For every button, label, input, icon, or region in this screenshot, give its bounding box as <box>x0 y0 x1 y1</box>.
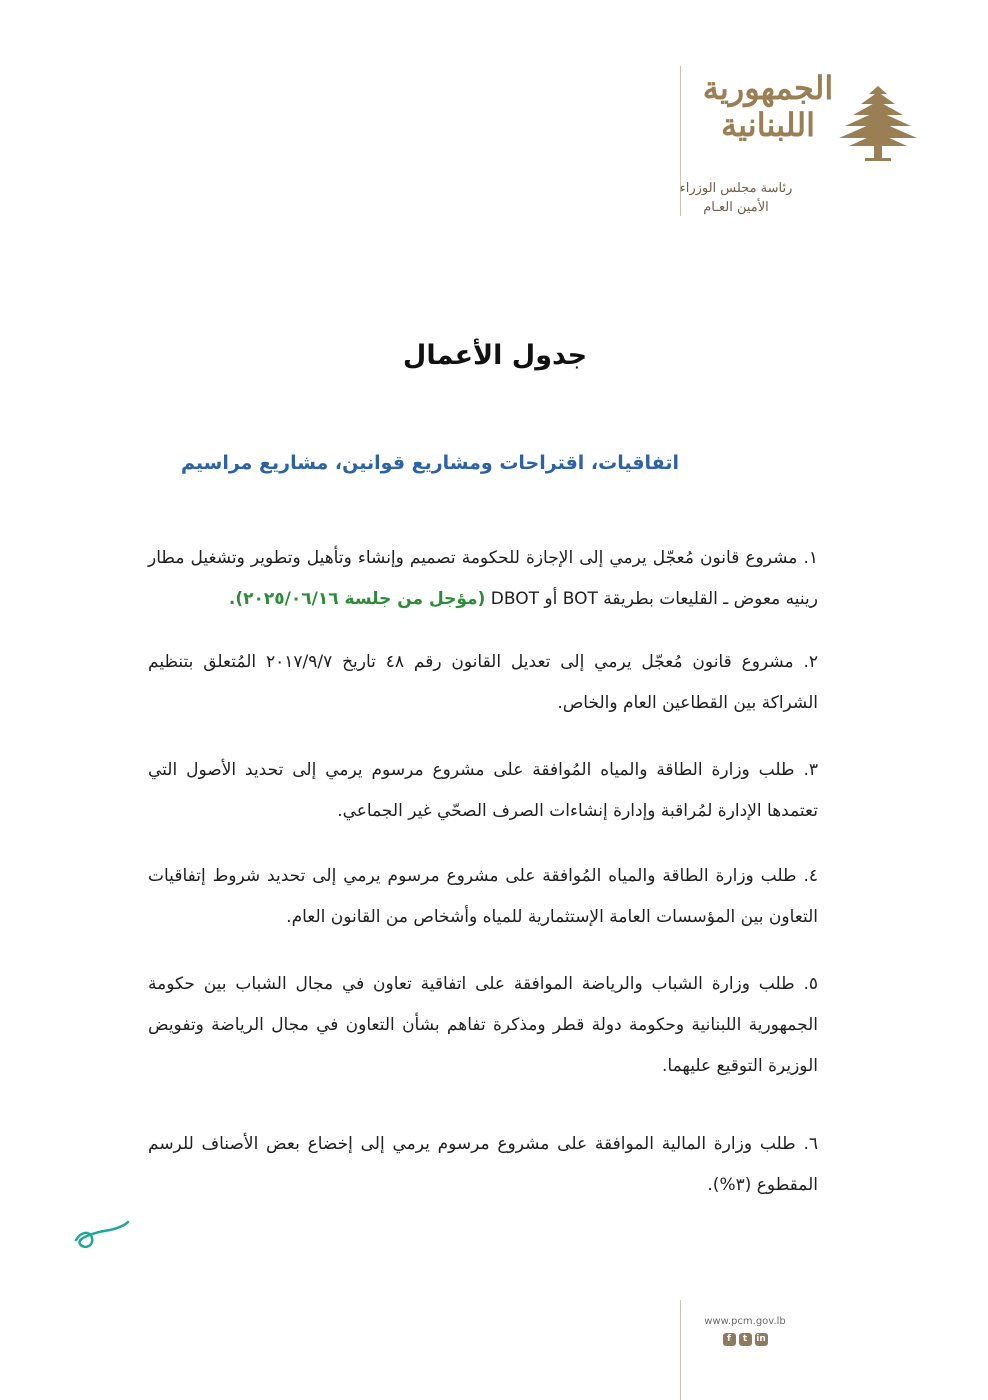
agenda-item-1 <box>148 538 818 620</box>
item-number: ٣. <box>803 760 818 780</box>
agenda-item-2 <box>148 642 818 724</box>
item-number: ١. <box>803 548 818 568</box>
office-line-1: رئاسة مجلس الوزراء <box>679 181 793 196</box>
item-text: طلب وزارة الشباب والرياضة الموافقة على اتفاقية تعاون في مجال الشباب بين حكومة الجمهورية اللبنانية وحكومة دولة قطر ومذكرة تفاهم بشأن التعاون في مجال الرياضة وتفويض الوزيرة التوقيع عليهما. <box>148 974 818 1076</box>
item-number: ٤. <box>803 866 818 886</box>
agenda-item-4 <box>148 856 818 938</box>
linkedin-icon[interactable]: in <box>756 1334 766 1344</box>
office-line-2: الأمين العـام <box>703 199 769 215</box>
cedar-emblem-icon <box>835 84 921 164</box>
agenda-item-6 <box>148 1124 818 1206</box>
item-note: (مؤجل من جلسة ٢٠٢٥/٠٦/١٦). <box>228 589 486 609</box>
republic-line-1: الجمهورية <box>702 69 834 107</box>
item-text: طلب وزارة الطاقة والمياه المُوافقة على مشروع مرسوم يرمي إلى تحديد الأصول التي تعتمدها الإدارة لمُراقبة وإدارة إنشاءات الصرف الصحّي غير الجماعي. <box>148 760 818 821</box>
item-text: طلب وزارة الطاقة والمياه المُوافقة على مشروع مرسوم يرمي إلى تحديد شروط إتفاقيات التعاون بين المؤسسات العامة الإستثمارية للمياه وأشخاص من القانون العام. <box>148 866 818 927</box>
section-title: اتفاقيات، اقتراحات ومشاريع قوانين، مشاريع مراسيم <box>180 452 680 474</box>
item-number: ٥. <box>803 974 819 994</box>
footer <box>700 1316 790 1346</box>
signature-mark <box>66 1210 136 1258</box>
footer-divider <box>680 1300 681 1400</box>
item-text: طلب وزارة المالية الموافقة على مشروع مرسوم يرمي إلى إخضاع بعض الأصناف للرسم المقطوع (٣%). <box>148 1134 818 1195</box>
page-title: جدول الأعمال <box>402 340 588 371</box>
twitter-icon[interactable]: t <box>739 1333 752 1346</box>
item-number: ٦. <box>803 1134 818 1154</box>
republic-name <box>698 70 838 144</box>
facebook-icon[interactable]: f <box>723 1333 736 1346</box>
republic-line-2: اللبنانية <box>720 105 815 144</box>
item-text: مشروع قانون مُعجّل يرمي إلى تعديل القانون رقم ٤٨ تاريخ ٢٠١٧/٩/٧ المُتعلق بتنظيم الشراكة بين القطاعين العام والخاص. <box>148 652 818 713</box>
agenda-item-5 <box>148 964 818 1087</box>
social-icons <box>700 1333 790 1346</box>
office-name <box>666 180 806 218</box>
website-link[interactable]: www.pcm.gov.lb <box>704 1316 786 1327</box>
agenda-item-3 <box>148 750 818 832</box>
item-text: مشروع قانون مُعجّل يرمي إلى الإجازة للحكومة تصميم وإنشاء وتأهيل وتطوير وتشغيل مطار رينيه معوض ـ القليعات بطريقة BOT أو DBOT <box>148 548 818 609</box>
item-number: ٢. <box>803 652 818 672</box>
